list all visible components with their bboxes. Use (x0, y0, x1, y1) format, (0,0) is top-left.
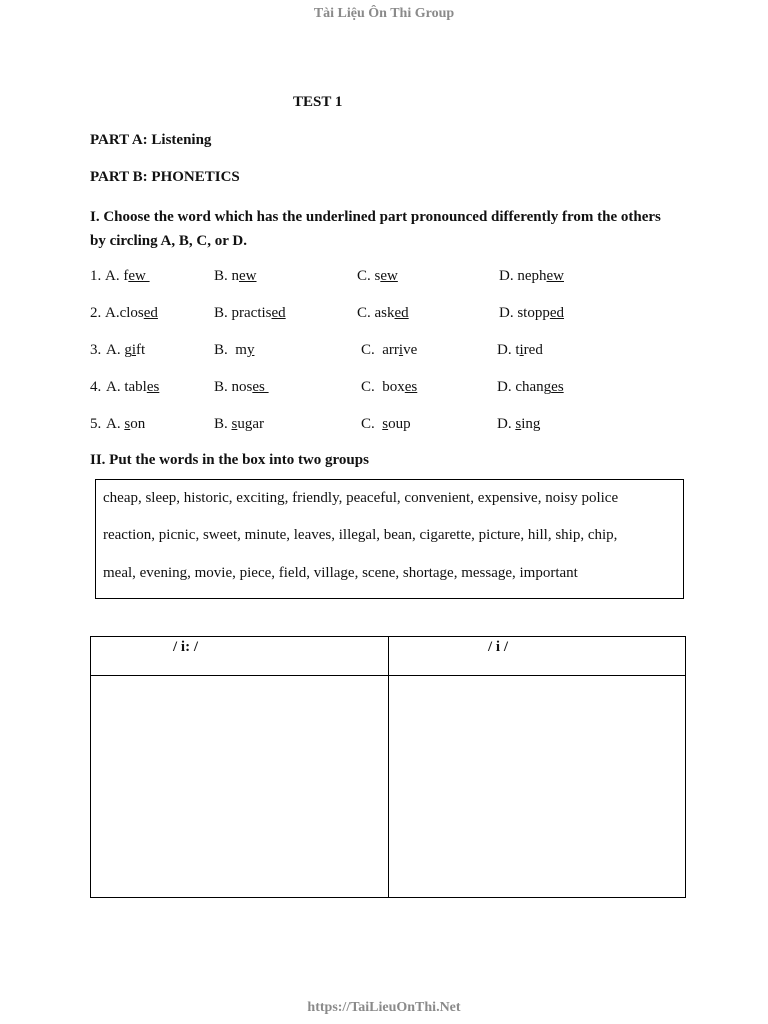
underlined-part: s (515, 416, 522, 432)
header-divider (91, 675, 685, 676)
answer-option[interactable] (499, 268, 564, 285)
option-text: A. (106, 416, 125, 432)
underlined-part: s (231, 416, 238, 432)
option-text: A. tabl (106, 379, 147, 395)
answer-option[interactable] (497, 416, 540, 433)
option-text: D. stopp (499, 305, 550, 321)
question-number: 3. (90, 342, 102, 358)
answer-option[interactable] (497, 342, 543, 359)
option-text: B. practis (214, 305, 272, 321)
underlined-part: ed (549, 305, 565, 321)
answer-option[interactable] (361, 416, 411, 433)
underlined-part: es (252, 379, 269, 395)
question-row (0, 379, 768, 401)
option-text: D. (497, 416, 516, 432)
answer-option[interactable] (106, 416, 145, 433)
underlined-part: s (124, 416, 131, 432)
underlined-part: i (131, 342, 137, 358)
word-line: reaction, picnic, sweet, minute, leaves, illegal, bean, cigarette, picture, hill, ship, chip, (103, 527, 618, 543)
header-site-name: Tài Liệu Ôn Thi Group (313, 6, 455, 21)
question-row (0, 268, 768, 290)
option-text: ing (521, 416, 541, 432)
underlined-part: ew (546, 268, 564, 284)
underlined-part: es (551, 379, 564, 395)
word-line: cheap, sleep, historic, exciting, friendly, peaceful, convenient, expensive, noisy police (103, 490, 619, 506)
option-text: B. nos (214, 379, 253, 395)
answer-option[interactable] (106, 342, 145, 359)
part-a-heading: PART A: Listening (90, 132, 212, 148)
answer-option[interactable] (357, 305, 409, 322)
underlined-part: es (404, 379, 418, 395)
answer-option[interactable] (214, 416, 264, 433)
underlined-part: ew (239, 268, 257, 284)
answer-option[interactable] (361, 379, 417, 396)
option-text: red (523, 342, 543, 358)
footer-url: https://TaiLieuOnThi.Net (307, 1000, 461, 1015)
test-title: TEST 1 (293, 94, 343, 110)
answer-option[interactable] (357, 268, 398, 285)
underlined-part: ew (380, 268, 398, 284)
option-text: ugar (237, 416, 265, 432)
option-text: A. f (105, 268, 129, 284)
word-line: meal, evening, movie, piece, field, village, scene, shortage, message, important (103, 565, 578, 581)
answer-option[interactable] (499, 305, 564, 322)
option-text: A.clos (105, 305, 144, 321)
option-text: B. m (214, 342, 247, 358)
column-header-long-i: / i: / (173, 639, 198, 655)
option-text: B. n (214, 268, 240, 284)
underlined-part: ed (143, 305, 158, 321)
question-row (0, 342, 768, 364)
option-text: B. (214, 416, 232, 432)
underlined-part: ed (271, 305, 286, 321)
option-text: D. chang (497, 379, 552, 395)
question-number: 5. (90, 416, 102, 432)
column-header-short-i: / i / (488, 639, 509, 655)
option-text: D. t (497, 342, 520, 358)
underlined-part: ew (128, 268, 150, 284)
underlined-part: s (382, 416, 389, 432)
word-box (95, 479, 684, 599)
short-i-answer-area[interactable] (389, 677, 685, 897)
option-text: oup (388, 416, 411, 432)
question-row (0, 416, 768, 438)
question-number: 2. (90, 305, 102, 321)
option-text: ft (136, 342, 146, 358)
sound-groups-table (90, 636, 686, 898)
answer-option[interactable] (214, 379, 269, 396)
answer-option[interactable] (361, 342, 417, 359)
option-text: on (130, 416, 146, 432)
part-b-heading: PART B: PHONETICS (90, 169, 240, 185)
option-text: ve (403, 342, 418, 358)
answer-option[interactable] (214, 268, 257, 285)
answer-option[interactable] (105, 268, 150, 285)
answer-option[interactable] (105, 305, 158, 322)
section-1-instruction: I. Choose the word which has the underlined part pronounced differently from the others by circling A, B, C, or D. (90, 209, 661, 249)
option-text: C. (361, 416, 383, 432)
section-2-instruction: II. Put the words in the box into two groups (90, 452, 369, 468)
option-text: D. neph (499, 268, 547, 284)
option-text: C. s (357, 268, 381, 284)
answer-option[interactable] (214, 305, 286, 322)
underlined-part: i (519, 342, 524, 358)
question-number: 1. (90, 268, 102, 284)
underlined-part: i (398, 342, 404, 358)
option-text: C. box (361, 379, 405, 395)
question-number: 4. (90, 379, 102, 395)
option-text: A. g (106, 342, 132, 358)
underlined-part: y (246, 342, 255, 358)
underlined-part: es (146, 379, 160, 395)
question-row (0, 305, 768, 327)
answer-option[interactable] (497, 379, 564, 396)
long-i-answer-area[interactable] (91, 677, 387, 897)
answer-option[interactable] (106, 379, 159, 396)
answer-option[interactable] (214, 342, 254, 359)
option-text: C. arr (361, 342, 399, 358)
underlined-part: ed (394, 305, 409, 321)
option-text: C. ask (357, 305, 395, 321)
